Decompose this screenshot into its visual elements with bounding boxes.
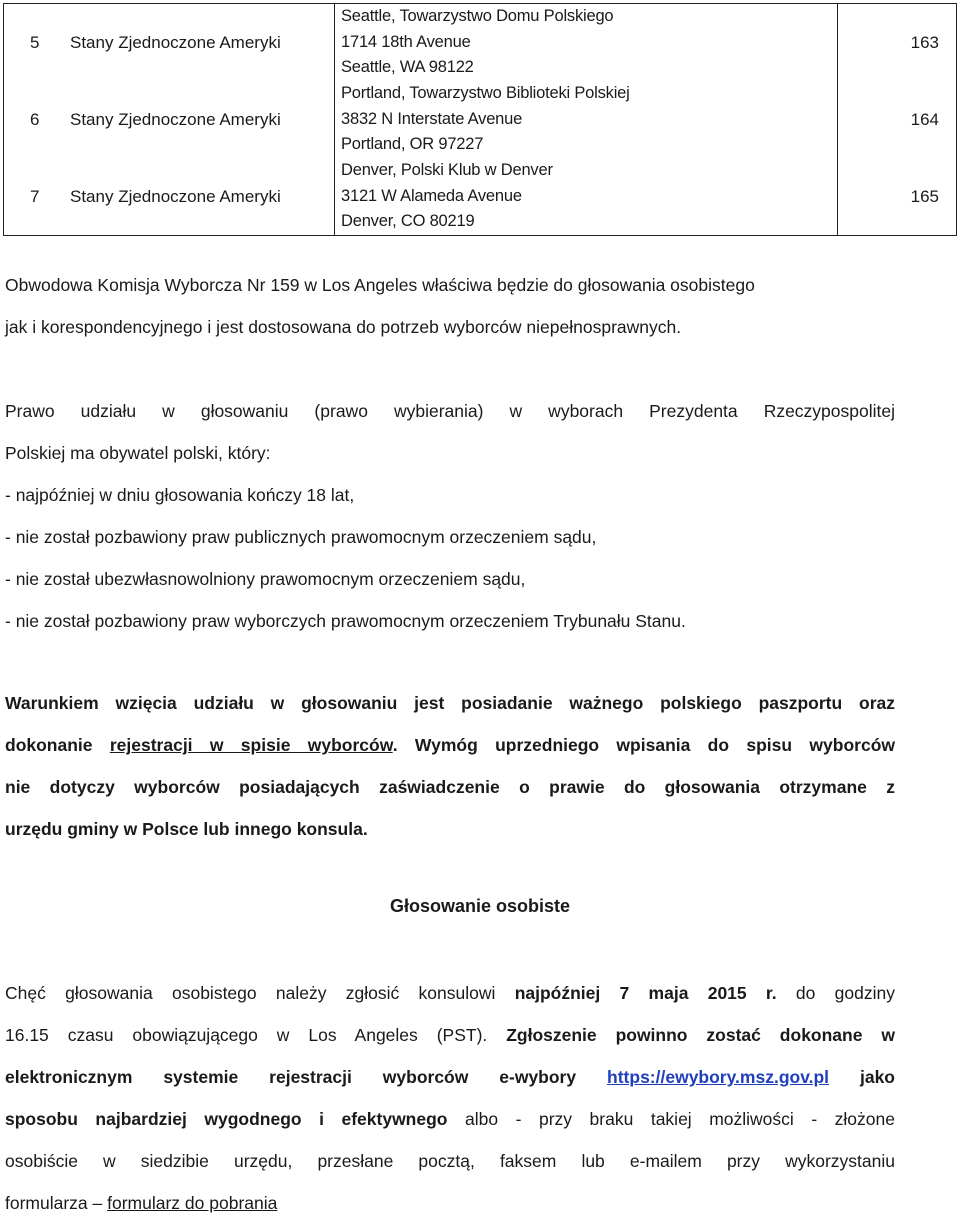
district-number: 163 [910, 32, 939, 52]
address-line: 1714 18th Avenue [341, 32, 471, 51]
personal-line: sposobu najbardziej wygodnego i efektywnego albo - przy braku takiej możliwości - złożone [5, 1109, 895, 1129]
address-line: Denver, Polski Klub w Denver [341, 161, 553, 180]
address-cell [335, 4, 838, 236]
country-cell [4, 4, 335, 236]
country-name: Stany Zjednoczone Ameryki [70, 186, 281, 206]
condition-line: dokonanie rejestracji w spisie wyborców. Wymóg uprzedniego wpisania do spisu wyborców [5, 735, 895, 755]
form-download-link[interactable]: formularz do pobrania [107, 1193, 278, 1213]
personal-voting-paragraph [5, 972, 895, 1224]
country-name: Stany Zjednoczone Ameryki [70, 109, 281, 129]
condition-line: urzędu gminy w Polsce lub innego konsula. [5, 819, 368, 839]
address-line: Portland, OR 97227 [341, 135, 484, 154]
rights-item: - nie został ubezwłasnowolniony prawomocnym orzeczeniem sądu, [5, 569, 526, 589]
row-number: 7 [30, 186, 40, 206]
personal-line: formularza – formularz do pobrania [5, 1193, 278, 1213]
intro-paragraph [5, 264, 895, 348]
rights-line: Polskiej ma obywatel polski, który: [5, 443, 271, 463]
address-line: 3832 N Interstate Avenue [341, 109, 523, 128]
condition-line: Warunkiem wzięcia udziału w głosowaniu jest posiadanie ważnego polskiego paszportu oraz [5, 693, 895, 713]
intro-line: Obwodowa Komisja Wyborcza Nr 159 w Los Angeles właściwa będzie do głosowania osobistego [5, 275, 755, 295]
row-number: 6 [30, 109, 40, 129]
condition-paragraph [5, 682, 895, 850]
personal-line: elektronicznym systemie rejestracji wyborców e-wybory https://ewybory.msz.gov.pl jako [5, 1067, 895, 1087]
condition-line: nie dotyczy wyborców posiadających zaświadczenie o prawie do głosowania otrzymane z [5, 777, 895, 797]
address-line: 3121 W Alameda Avenue [341, 186, 522, 205]
voting-rights-paragraph [5, 390, 895, 642]
ewybory-link[interactable]: https://ewybory.msz.gov.pl [607, 1067, 830, 1087]
district-number: 164 [910, 109, 939, 129]
address-line: Seattle, WA 98122 [341, 58, 474, 77]
rights-line: Prawo udziału w głosowaniu (prawo wybierania) w wyborach Prezydenta Rzeczypospolitej [5, 401, 895, 421]
personal-line: osobiście w siedzibie urzędu, przesłane pocztą, faksem lub e-mailem przy wykorzystaniu [5, 1151, 895, 1171]
personal-line: 16.15 czasu obowiązującego w Los Angeles (PST). Zgłoszenie powinno zostać dokonane w [5, 1025, 895, 1045]
country-name: Stany Zjednoczone Ameryki [70, 32, 281, 52]
district-number-cell [838, 4, 957, 236]
rights-item: - nie został pozbawiony praw wyborczych prawomocnym orzeczeniem Trybunału Stanu. [5, 611, 686, 631]
address-line: Portland, Towarzystwo Biblioteki Polskiej [341, 84, 630, 103]
row-number: 5 [30, 32, 40, 52]
rights-item: - nie został pozbawiony praw publicznych prawomocnym orzeczeniem sądu, [5, 527, 597, 547]
section-heading: Głosowanie osobiste [389, 896, 571, 916]
table-row [4, 4, 957, 236]
intro-line: jak i korespondencyjnego i jest dostosowana do potrzeb wyborców niepełnosprawnych. [5, 317, 682, 337]
polling-stations-table [3, 3, 957, 236]
district-number: 165 [910, 186, 939, 206]
address-line: Denver, CO 80219 [341, 212, 475, 231]
address-line: Seattle, Towarzystwo Domu Polskiego [341, 7, 614, 26]
personal-line: Chęć głosowania osobistego należy zgłosić konsulowi najpóźniej 7 maja 2015 r. do godziny [5, 983, 895, 1003]
voter-register-link[interactable]: rejestracji w spisie wyborców [109, 735, 393, 755]
rights-item: - najpóźniej w dniu głosowania kończy 18 lat, [5, 485, 355, 505]
